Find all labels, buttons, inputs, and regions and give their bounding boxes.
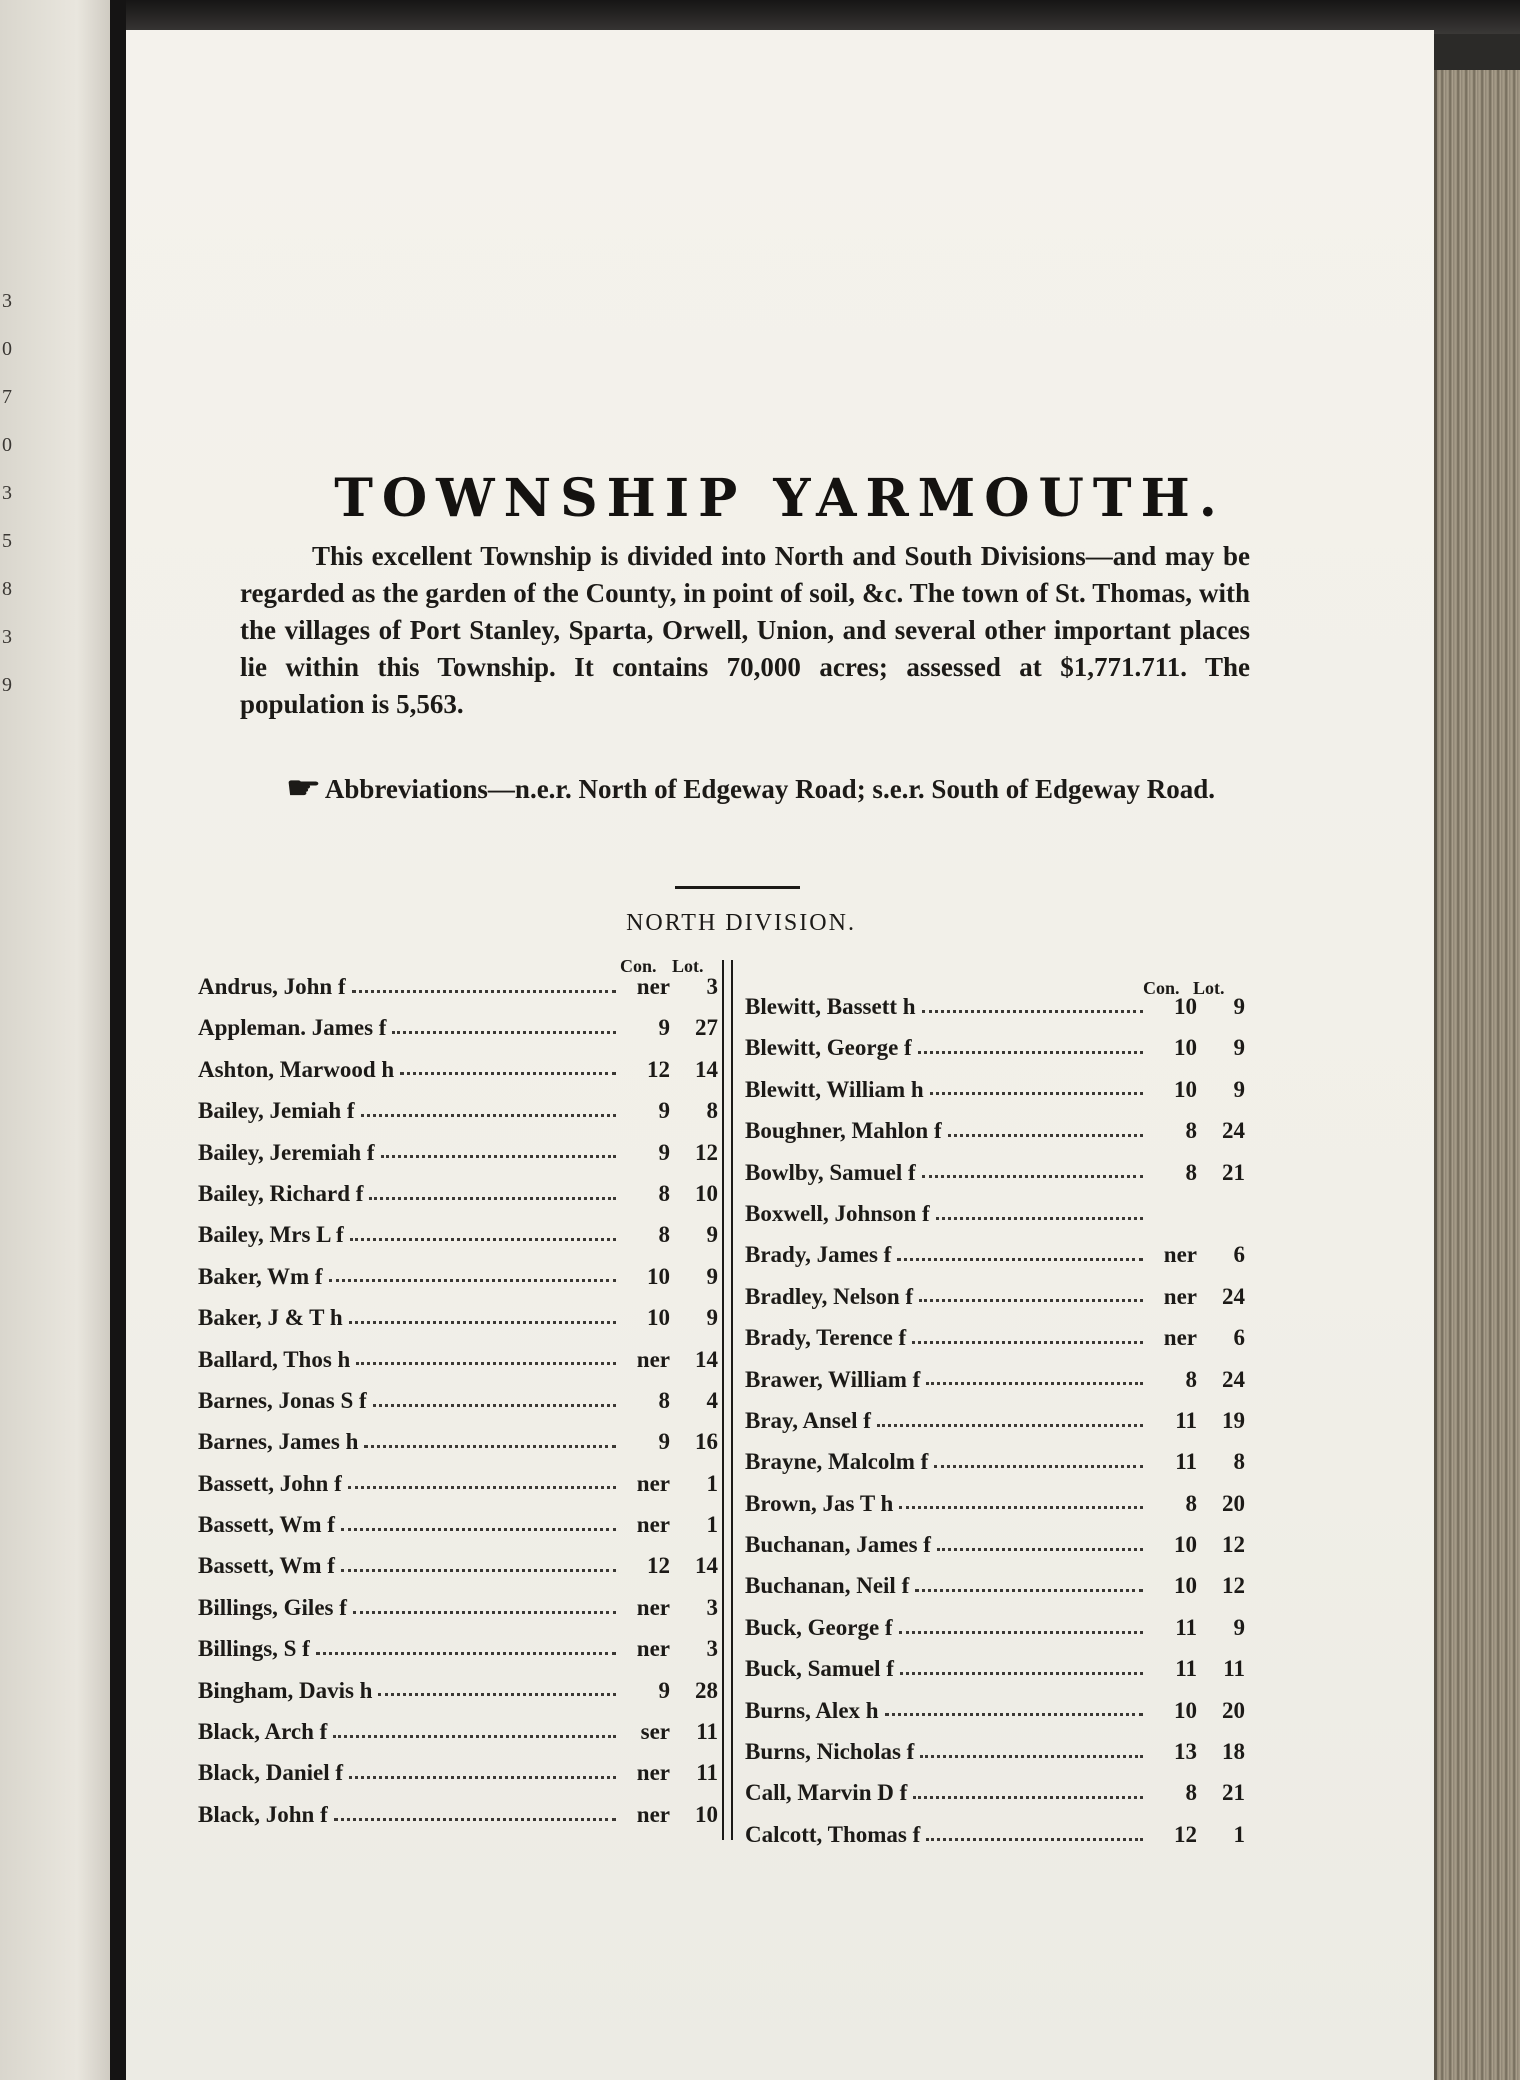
list-item [198,1132,718,1173]
entry-name: Bowlby, Samuel f [745,1159,916,1185]
entry-lot: 8 [1233,1449,1245,1475]
entry-lot: 20 [1222,1697,1245,1723]
leader-dots [341,1527,616,1531]
entry-lot: 21 [1222,1780,1245,1806]
entry-name: Brady, James f [745,1242,892,1268]
leader-dots [364,1444,616,1448]
list-item [745,1524,1245,1565]
list-item [745,986,1245,1027]
entry-lot: 9 [1233,1076,1245,1102]
left-lot-header: Lot. [672,956,704,976]
entry-lot: 6 [1233,1242,1245,1268]
entry-name: Bailey, Richard f [198,1180,364,1206]
list-item [745,1814,1245,1855]
leader-dots [918,1050,1143,1054]
leader-dots [900,1671,1143,1675]
entry-lot: 10 [695,1180,718,1206]
list-item [198,1380,718,1421]
entry-con: 8 [658,1387,670,1413]
leader-dots [913,1795,1143,1799]
list-item [198,1173,718,1214]
entry-con: ser [640,1719,670,1745]
list-item [198,1463,718,1504]
entry-con: 8 [1185,1490,1197,1516]
leader-dots [353,1610,616,1614]
leader-dots [349,1775,616,1779]
entry-lot: 11 [696,1719,718,1745]
right-con-header: Con. [1143,978,1180,998]
entry-lot: 21 [1222,1159,1245,1185]
entry-lot: 18 [1222,1739,1245,1765]
entry-name: Ballard, Thos h [198,1346,351,1372]
facing-page-mark: 8 [2,578,12,600]
entry-name: Baker, J & T h [198,1305,343,1331]
entry-lot: 1 [1233,1821,1245,1847]
list-item [198,1256,718,1297]
list-item [745,1069,1245,1110]
entry-name: Blewitt, Bassett h [745,994,916,1019]
leader-dots [361,1113,616,1117]
leader-dots [948,1133,1143,1137]
list-item [745,1772,1245,1813]
leader-dots [877,1423,1143,1427]
entry-lot: 14 [695,1553,718,1579]
entry-con: 9 [658,1139,670,1165]
leader-dots [912,1340,1143,1344]
entry-name: Baker, Wm f [198,1263,323,1289]
leader-dots [934,1464,1143,1468]
entry-name: Burns, Nicholas f [745,1739,915,1765]
right-lot-header: Lot. [1193,978,1225,998]
leader-dots [937,1547,1143,1551]
list-item [198,1794,718,1835]
list-item [745,1152,1245,1193]
entry-con: 11 [1175,1656,1197,1682]
entry-con: ner [636,974,670,999]
abbreviations-note [240,770,1250,808]
entry-lot: 1 [706,1470,718,1496]
entry-lot: 24 [1222,1118,1245,1144]
column-divider [722,960,733,1840]
leader-dots [899,1630,1143,1634]
facing-page-mark: 5 [2,530,12,552]
entry-name: Call, Marvin D f [745,1780,908,1806]
entry-lot: 12 [1222,1532,1245,1558]
list-item [745,1359,1245,1400]
leader-dots [373,1403,616,1407]
entry-name: Appleman. James f [198,1015,387,1041]
entry-lot: 19 [1222,1407,1245,1433]
facing-page-mark: 9 [2,674,12,696]
entry-lot: 9 [706,1305,718,1331]
entry-lot: 3 [706,974,718,999]
list-item [198,1587,718,1628]
right-entry-column [745,986,1245,1855]
list-item [745,1276,1245,1317]
entry-lot: 9 [1233,994,1245,1019]
list-item [745,1317,1245,1358]
entry-name: Blewitt, George f [745,1035,912,1061]
list-item [745,1648,1245,1689]
entry-lot: 28 [695,1677,718,1703]
list-item [198,1504,718,1545]
list-item [198,1090,718,1131]
leader-dots [378,1692,616,1696]
list-item [198,1007,718,1048]
list-item [198,1297,718,1338]
list-item [745,1110,1245,1151]
abbreviations-text: Abbreviations—n.e.r. North of Edgeway Road; s.e.r. South of Edgeway Road. [324,774,1215,804]
list-item [745,1690,1245,1731]
list-item [198,1670,718,1711]
entry-lot: 9 [706,1222,718,1248]
list-item [198,1628,718,1669]
facing-page-mark: 3 [2,626,12,648]
pointing-hand-icon: ☛ [285,772,321,805]
list-item [745,1607,1245,1648]
list-item [198,1545,718,1586]
entry-lot: 3 [706,1594,718,1620]
list-item [198,1711,718,1752]
entry-name: Billings, S f [198,1636,310,1662]
leader-dots [341,1568,616,1572]
entry-name: Andrus, John f [198,974,346,999]
entry-con: ner [636,1346,670,1372]
leader-dots [936,1216,1143,1220]
leader-dots [356,1361,616,1365]
entry-lot: 11 [1223,1656,1245,1682]
entry-name: Bassett, John f [198,1470,342,1496]
entry-name: Blewitt, William h [745,1076,924,1102]
entry-con: 10 [1174,1532,1197,1558]
entry-name: Buck, George f [745,1614,893,1640]
entry-con: 8 [658,1222,670,1248]
leader-dots [369,1196,616,1200]
entry-lot: 20 [1222,1490,1245,1516]
entry-con: 8 [1185,1159,1197,1185]
list-item [198,1214,718,1255]
leader-dots [922,1009,1143,1013]
entry-con: 8 [1185,1118,1197,1144]
entry-con: ner [636,1636,670,1662]
entry-con: 11 [1175,1407,1197,1433]
facing-page-mark: 0 [2,434,12,456]
entry-con: 13 [1174,1739,1197,1765]
entry-con: 9 [658,1015,670,1041]
entry-con: 9 [658,1677,670,1703]
entry-con: 8 [658,1180,670,1206]
entry-con: 10 [647,1263,670,1289]
entry-name: Brady, Terence f [745,1325,907,1351]
entry-name: Bailey, Jemiah f [198,1098,355,1124]
entry-lot: 1 [706,1512,718,1538]
list-item [745,1400,1245,1441]
leader-dots [915,1588,1143,1592]
entry-name: Barnes, Jonas S f [198,1387,367,1413]
entry-name: Burns, Alex h [745,1697,879,1723]
entry-name: Bailey, Mrs L f [198,1222,344,1248]
entry-lot: 10 [695,1801,718,1827]
leader-dots [350,1237,616,1241]
entry-name: Brayne, Malcolm f [745,1449,929,1475]
leader-dots [926,1381,1143,1385]
entry-name: Bailey, Jeremiah f [198,1139,375,1165]
entry-con: 12 [647,1553,670,1579]
entry-con: 8 [1185,1366,1197,1392]
leader-dots [400,1071,616,1075]
entry-name: Brawer, William f [745,1366,921,1392]
entry-con: ner [636,1470,670,1496]
list-item [745,1565,1245,1606]
entry-lot: 16 [695,1429,718,1455]
leader-dots [348,1485,616,1489]
entry-con: 9 [658,1429,670,1455]
entry-name: Boxwell, Johnson f [745,1200,930,1226]
facing-page-mark: 3 [2,482,12,504]
entry-name: Boughner, Mahlon f [745,1118,942,1144]
facing-page-mark: 0 [2,338,12,360]
entry-con: 10 [1174,1697,1197,1723]
entry-con: 9 [658,1098,670,1124]
entry-lot: 12 [695,1139,718,1165]
leader-dots [920,1754,1143,1758]
entry-con: 11 [1175,1449,1197,1475]
entry-name: Billings, Giles f [198,1594,347,1620]
list-item [745,1193,1245,1234]
entry-lot: 12 [1222,1573,1245,1599]
leader-dots [349,1320,616,1324]
intro-paragraph: This excellent Township is divided into North and South Divisions—and may be regarded as the garden of the County, in point of soil, &c. The town of St. Thomas, with the villages of Port Stanley, Sparta, Orwell, Union, and several other important places lie within this Township. It contains 70,000 acres; assessed at $1,771.711. The population is 5,563. [240,541,1250,719]
entry-con: 10 [647,1305,670,1331]
entry-name: Barnes, James h [198,1429,359,1455]
leader-dots [919,1298,1143,1302]
leader-dots [334,1817,616,1821]
page-stack-edges [1434,70,1520,2080]
entry-con: 10 [1174,994,1197,1019]
leader-dots [897,1257,1143,1261]
leader-dots [885,1712,1143,1716]
entry-lot: 14 [695,1056,718,1082]
entry-con: ner [636,1594,670,1620]
leader-dots [352,989,616,993]
entry-name: Brown, Jas T h [745,1490,894,1516]
entry-lot: 4 [706,1387,718,1413]
list-item [198,1049,718,1090]
entry-con: ner [1163,1283,1197,1309]
entry-lot: 9 [1233,1035,1245,1061]
entry-name: Bassett, Wm f [198,1553,335,1579]
facing-page-mark: 7 [2,386,12,408]
facing-page-mark: 3 [2,290,12,312]
list-item [745,1731,1245,1772]
entry-lot: 6 [1233,1325,1245,1351]
entry-con: ner [1163,1242,1197,1268]
entry-con: 8 [1185,1780,1197,1806]
list-item [198,966,718,1007]
list-item [745,1441,1245,1482]
list-item [745,1027,1245,1068]
entry-name: Buck, Samuel f [745,1656,894,1682]
entry-lot: 24 [1222,1283,1245,1309]
leader-dots [381,1154,616,1158]
entry-name: Black, Daniel f [198,1760,344,1786]
entry-name: Buchanan, Neil f [745,1573,910,1599]
entry-lot: 3 [706,1636,718,1662]
entry-name: Bassett, Wm f [198,1512,335,1538]
list-item [198,1752,718,1793]
entry-name: Bray, Ansel f [745,1407,871,1433]
entry-lot: 9 [1233,1614,1245,1640]
entry-name: Buchanan, James f [745,1532,931,1558]
entry-con: 12 [1174,1821,1197,1847]
entry-lot: 24 [1222,1366,1245,1392]
entry-con: 12 [647,1056,670,1082]
entry-name: Ashton, Marwood h [198,1056,395,1082]
entry-con: 11 [1175,1614,1197,1640]
leader-dots [926,1837,1143,1841]
entry-name: Black, John f [198,1801,328,1827]
entry-lot: 9 [706,1263,718,1289]
leader-dots [316,1651,616,1655]
entry-name: Calcott, Thomas f [745,1821,921,1847]
entry-con: ner [1163,1325,1197,1351]
leader-dots [922,1174,1143,1178]
entry-lot: 8 [706,1098,718,1124]
list-item [198,1421,718,1462]
book-gutter [110,0,126,2080]
leader-dots [333,1734,616,1738]
left-con-header: Con. [620,956,657,976]
page-title: TOWNSHIP YARMOUTH. [334,468,1226,529]
entry-con: 10 [1174,1076,1197,1102]
entry-con: ner [636,1801,670,1827]
entry-lot: 27 [695,1015,718,1041]
leader-dots [329,1278,616,1282]
entry-name: Bingham, Davis h [198,1677,373,1703]
division-heading: NORTH DIVISION. [626,910,856,936]
entry-con: 10 [1174,1035,1197,1061]
list-item [198,1339,718,1380]
entry-con: ner [636,1760,670,1786]
leader-dots [899,1505,1143,1509]
entry-name: Bradley, Nelson f [745,1283,914,1309]
list-item [745,1234,1245,1275]
facing-page-edge [0,0,110,2080]
entry-lot: 14 [695,1346,718,1372]
entry-con: ner [636,1512,670,1538]
left-entry-column [198,966,718,1835]
entry-lot: 11 [696,1760,718,1786]
leader-dots [930,1091,1143,1095]
entry-con: 10 [1174,1573,1197,1599]
entry-name: Black, Arch f [198,1719,328,1745]
leader-dots [392,1030,616,1034]
list-item [745,1483,1245,1524]
section-rule [675,886,800,889]
scan-shadow [126,0,1520,34]
